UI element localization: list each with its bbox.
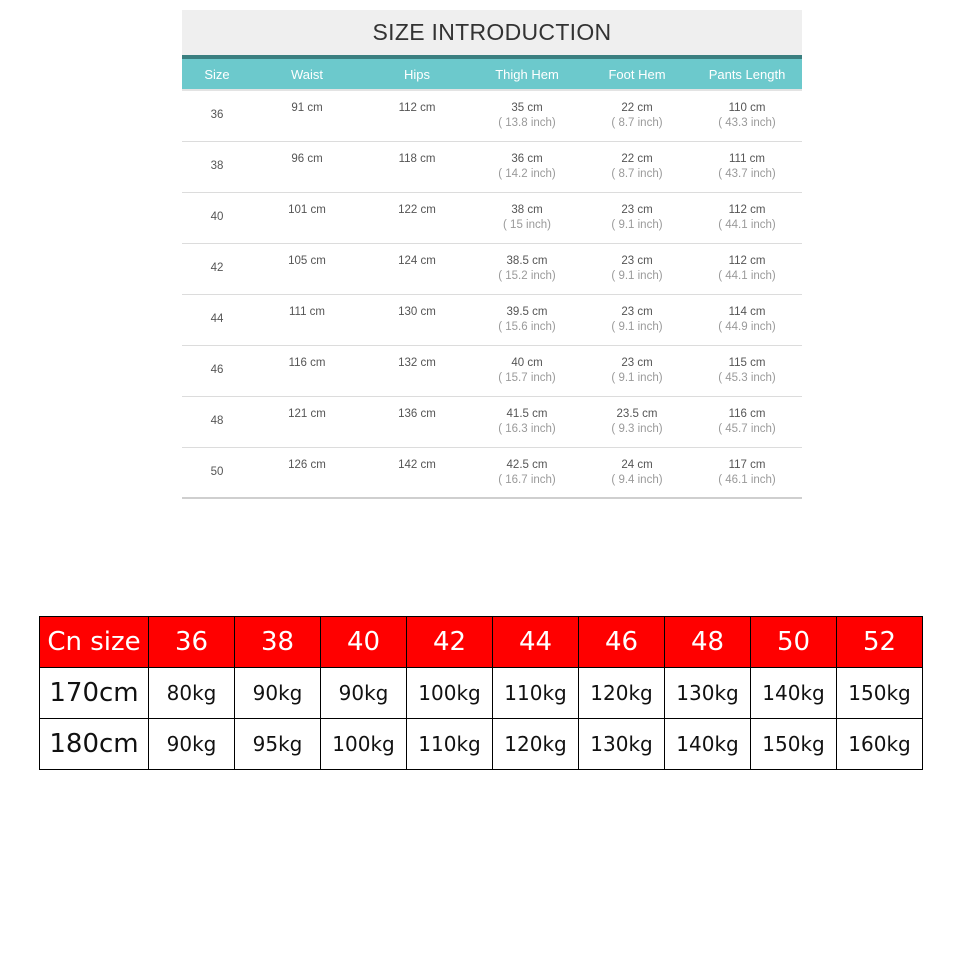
foot-hem-cell-inch: ( 9.1 inch) bbox=[611, 270, 663, 282]
pants-length-cell-inch: ( 44.9 inch) bbox=[718, 321, 776, 333]
thigh-hem-cell-inch: ( 15.7 inch) bbox=[498, 372, 556, 384]
size-chart-body bbox=[182, 91, 802, 499]
size-cell-value: 44 bbox=[210, 313, 224, 325]
waist-cell bbox=[252, 295, 362, 345]
pants-length-cell-value: 117 cm bbox=[728, 459, 766, 471]
hips-cell bbox=[362, 346, 472, 396]
weight-cell: 160kg bbox=[837, 719, 923, 770]
pants-length-cell-inch: ( 43.7 inch) bbox=[718, 168, 776, 180]
thigh-hem-cell bbox=[472, 397, 582, 447]
foot-hem-cell bbox=[582, 295, 692, 345]
hips-cell bbox=[362, 244, 472, 294]
weight-cell: 140kg bbox=[665, 719, 751, 770]
size-cell-value: 36 bbox=[210, 109, 224, 121]
table-row bbox=[182, 193, 802, 244]
hips-cell-value: 122 cm bbox=[398, 204, 436, 216]
hips-cell-value: 112 cm bbox=[398, 102, 436, 114]
foot-hem-cell bbox=[582, 142, 692, 192]
foot-hem-cell-inch: ( 9.3 inch) bbox=[611, 423, 663, 435]
size-chart bbox=[182, 10, 802, 499]
pants-length-cell-value: 111 cm bbox=[728, 153, 765, 165]
pants-length-cell bbox=[692, 397, 802, 447]
size-cell bbox=[182, 91, 252, 141]
table-row bbox=[182, 448, 802, 499]
foot-hem-cell-value: 22 cm bbox=[621, 153, 653, 165]
pants-length-cell-value: 112 cm bbox=[728, 255, 766, 267]
thigh-hem-cell-value: 41.5 cm bbox=[506, 408, 548, 420]
pants-length-cell bbox=[692, 244, 802, 294]
header-size: Size bbox=[204, 66, 230, 82]
thigh-hem-cell-value: 35 cm bbox=[511, 102, 543, 114]
thigh-hem-cell-inch: ( 14.2 inch) bbox=[498, 168, 556, 180]
size-cell-value: 50 bbox=[210, 466, 224, 478]
foot-hem-cell-value: 23 cm bbox=[621, 255, 653, 267]
hips-cell bbox=[362, 448, 472, 497]
table-row bbox=[40, 668, 923, 719]
weight-cell: 80kg bbox=[149, 668, 235, 719]
size-cell-value: 48 bbox=[210, 415, 224, 427]
table-row bbox=[40, 719, 923, 770]
pants-length-cell bbox=[692, 295, 802, 345]
waist-cell bbox=[252, 193, 362, 243]
waist-cell-value: 126 cm bbox=[288, 459, 326, 471]
foot-hem-cell bbox=[582, 448, 692, 497]
header-thigh-hem: Thigh Hem bbox=[495, 66, 559, 82]
cn-size-cell: 42 bbox=[407, 617, 493, 668]
cn-size-cell: 48 bbox=[665, 617, 751, 668]
waist-cell bbox=[252, 397, 362, 447]
foot-hem-cell-inch: ( 8.7 inch) bbox=[611, 168, 663, 180]
thigh-hem-cell-value: 36 cm bbox=[511, 153, 543, 165]
cn-size-cell: 38 bbox=[235, 617, 321, 668]
weight-cell: 110kg bbox=[493, 668, 579, 719]
pants-length-cell-value: 115 cm bbox=[728, 357, 766, 369]
height-cell: 170cm bbox=[40, 668, 149, 719]
size-cell-value: 38 bbox=[210, 160, 224, 172]
pants-length-cell bbox=[692, 193, 802, 243]
cn-size-label: Cn size bbox=[40, 617, 149, 668]
hips-cell bbox=[362, 91, 472, 141]
weight-cell: 90kg bbox=[149, 719, 235, 770]
waist-cell-value: 105 cm bbox=[288, 255, 326, 267]
waist-cell-value: 116 cm bbox=[288, 357, 326, 369]
thigh-hem-cell-inch: ( 15 inch) bbox=[503, 219, 551, 231]
foot-hem-cell-value: 23 cm bbox=[621, 306, 653, 318]
foot-hem-cell-inch: ( 8.7 inch) bbox=[611, 117, 663, 129]
weight-cell: 130kg bbox=[579, 719, 665, 770]
pants-length-cell-inch: ( 46.1 inch) bbox=[718, 474, 776, 486]
weight-table bbox=[39, 616, 923, 770]
thigh-hem-cell-value: 39.5 cm bbox=[506, 306, 548, 318]
thigh-hem-cell bbox=[472, 91, 582, 141]
weight-cell: 100kg bbox=[407, 668, 493, 719]
pants-length-cell-value: 112 cm bbox=[728, 204, 766, 216]
thigh-hem-cell-value: 38 cm bbox=[511, 204, 543, 216]
weight-cell: 95kg bbox=[235, 719, 321, 770]
thigh-hem-cell bbox=[472, 448, 582, 497]
pants-length-cell bbox=[692, 346, 802, 396]
waist-cell-value: 96 cm bbox=[291, 153, 323, 165]
hips-cell bbox=[362, 397, 472, 447]
waist-cell bbox=[252, 244, 362, 294]
foot-hem-cell bbox=[582, 193, 692, 243]
hips-cell-value: 124 cm bbox=[398, 255, 436, 267]
size-chart-header-row bbox=[182, 59, 802, 91]
thigh-hem-cell-inch: ( 13.8 inch) bbox=[498, 117, 556, 129]
foot-hem-cell-value: 22 cm bbox=[621, 102, 653, 114]
weight-cell: 150kg bbox=[837, 668, 923, 719]
foot-hem-cell bbox=[582, 91, 692, 141]
waist-cell-value: 111 cm bbox=[288, 306, 325, 318]
foot-hem-cell-value: 23 cm bbox=[621, 357, 653, 369]
pants-length-cell-value: 110 cm bbox=[728, 102, 766, 114]
thigh-hem-cell-inch: ( 15.6 inch) bbox=[498, 321, 556, 333]
table-row bbox=[182, 346, 802, 397]
thigh-hem-cell-inch: ( 16.3 inch) bbox=[498, 423, 556, 435]
size-cell bbox=[182, 193, 252, 243]
size-cell bbox=[182, 244, 252, 294]
cn-size-cell: 50 bbox=[751, 617, 837, 668]
hips-cell-value: 136 cm bbox=[398, 408, 436, 420]
header-pants-length: Pants Length bbox=[708, 66, 786, 82]
weight-cell: 110kg bbox=[407, 719, 493, 770]
table-row bbox=[182, 91, 802, 142]
pants-length-cell-inch: ( 45.3 inch) bbox=[718, 372, 776, 384]
pants-length-cell-value: 114 cm bbox=[728, 306, 766, 318]
cn-size-cell: 52 bbox=[837, 617, 923, 668]
size-cell bbox=[182, 142, 252, 192]
hips-cell-value: 130 cm bbox=[398, 306, 436, 318]
size-cell bbox=[182, 397, 252, 447]
weight-cell: 90kg bbox=[321, 668, 407, 719]
pants-length-cell-value: 116 cm bbox=[728, 408, 766, 420]
foot-hem-cell-value: 23 cm bbox=[621, 204, 653, 216]
waist-cell bbox=[252, 142, 362, 192]
pants-length-cell bbox=[692, 142, 802, 192]
foot-hem-cell bbox=[582, 244, 692, 294]
header-foot-hem: Foot Hem bbox=[608, 66, 666, 82]
weight-cell: 120kg bbox=[579, 668, 665, 719]
pants-length-cell bbox=[692, 91, 802, 141]
size-cell-value: 42 bbox=[210, 262, 224, 274]
thigh-hem-cell bbox=[472, 244, 582, 294]
hips-cell-value: 132 cm bbox=[398, 357, 436, 369]
thigh-hem-cell bbox=[472, 193, 582, 243]
weight-cell: 120kg bbox=[493, 719, 579, 770]
weight-cell: 150kg bbox=[751, 719, 837, 770]
pants-length-cell-inch: ( 44.1 inch) bbox=[718, 270, 776, 282]
foot-hem-cell-value: 24 cm bbox=[621, 459, 653, 471]
cn-size-cell: 36 bbox=[149, 617, 235, 668]
hips-cell bbox=[362, 142, 472, 192]
foot-hem-cell-inch: ( 9.1 inch) bbox=[611, 321, 663, 333]
size-cell bbox=[182, 295, 252, 345]
hips-cell-value: 142 cm bbox=[398, 459, 436, 471]
header-waist: Waist bbox=[290, 66, 324, 82]
hips-cell bbox=[362, 193, 472, 243]
waist-cell-value: 121 cm bbox=[288, 408, 326, 420]
thigh-hem-cell-inch: ( 15.2 inch) bbox=[498, 270, 556, 282]
waist-cell bbox=[252, 346, 362, 396]
thigh-hem-cell bbox=[472, 142, 582, 192]
size-cell bbox=[182, 448, 252, 497]
thigh-hem-cell bbox=[472, 295, 582, 345]
weight-cell: 100kg bbox=[321, 719, 407, 770]
foot-hem-cell-inch: ( 9.1 inch) bbox=[611, 219, 663, 231]
pants-length-cell bbox=[692, 448, 802, 497]
foot-hem-cell-inch: ( 9.1 inch) bbox=[611, 372, 663, 384]
table-row bbox=[182, 295, 802, 346]
size-cell-value: 46 bbox=[210, 364, 224, 376]
thigh-hem-cell-inch: ( 16.7 inch) bbox=[498, 474, 556, 486]
waist-cell-value: 91 cm bbox=[291, 102, 323, 114]
thigh-hem-cell-value: 38.5 cm bbox=[506, 255, 548, 267]
waist-cell bbox=[252, 91, 362, 141]
pants-length-cell-inch: ( 45.7 inch) bbox=[718, 423, 776, 435]
foot-hem-cell-value: 23.5 cm bbox=[616, 408, 658, 420]
pants-length-cell-inch: ( 43.3 inch) bbox=[718, 117, 776, 129]
weight-cell: 90kg bbox=[235, 668, 321, 719]
cn-size-cell: 46 bbox=[579, 617, 665, 668]
hips-cell-value: 118 cm bbox=[398, 153, 436, 165]
table-row bbox=[182, 397, 802, 448]
size-cell bbox=[182, 346, 252, 396]
chart-title: SIZE INTRODUCTION bbox=[182, 10, 802, 55]
weight-header-row bbox=[40, 617, 923, 668]
thigh-hem-cell-value: 42.5 cm bbox=[506, 459, 548, 471]
table-row bbox=[182, 244, 802, 295]
height-cell: 180cm bbox=[40, 719, 149, 770]
pants-length-cell-inch: ( 44.1 inch) bbox=[718, 219, 776, 231]
foot-hem-cell bbox=[582, 346, 692, 396]
foot-hem-cell-inch: ( 9.4 inch) bbox=[611, 474, 663, 486]
waist-cell-value: 101 cm bbox=[288, 204, 326, 216]
cn-size-cell: 40 bbox=[321, 617, 407, 668]
thigh-hem-cell bbox=[472, 346, 582, 396]
foot-hem-cell bbox=[582, 397, 692, 447]
weight-cell: 140kg bbox=[751, 668, 837, 719]
weight-cell: 130kg bbox=[665, 668, 751, 719]
cn-size-cell: 44 bbox=[493, 617, 579, 668]
header-hips: Hips bbox=[403, 66, 430, 82]
waist-cell bbox=[252, 448, 362, 497]
hips-cell bbox=[362, 295, 472, 345]
table-row bbox=[182, 142, 802, 193]
thigh-hem-cell-value: 40 cm bbox=[511, 357, 543, 369]
size-cell-value: 40 bbox=[210, 211, 224, 223]
